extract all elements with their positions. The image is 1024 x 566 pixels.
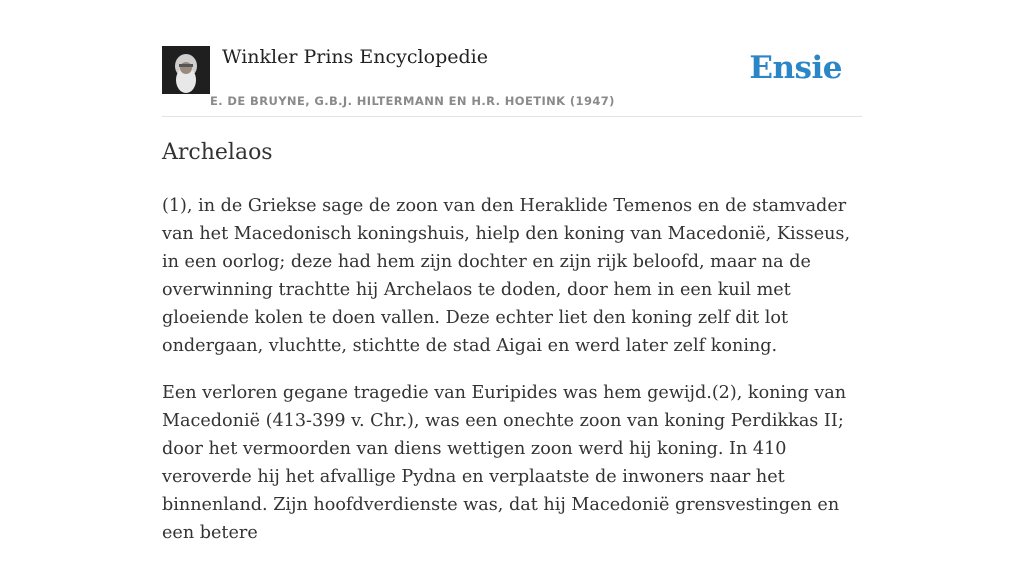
site-header bbox=[162, 44, 862, 117]
ensie-logo[interactable]: Ensie bbox=[749, 50, 842, 86]
article-paragraph: (1), in de Griekse sage de zoon van den Heraklide Temenos en de stamvader van het Macedonisch koningshuis, hielp den koning van Macedonië, Kisseus, in een oorlog; deze had hem zijn dochter en zijn rijk beloofd, maar na de overwinning trachtte hij Archelaos te doden, door hem in een kuil met gloeiende kolen te doen vallen. Deze echter liet den koning zelf dit lot ondergaan, vluchtte, stichtte de stad Aigai en werd later zelf koning. bbox=[162, 196, 851, 356]
publication-authors: E. DE BRUYNE, G.B.J. HILTERMANN EN H.R. HOETINK (1947) bbox=[210, 94, 615, 108]
article-paragraph: Een verloren gegane tragedie van Euripides was hem gewijd.(2), koning van Macedonië (413-399 v. Chr.), was een onechte zoon van koning Perdikkas II; door het vermoorden van diens wettigen zoon werd hij koning. In 410 veroverde hij het afvallige Pydna en verplaatste de inwoners naar het binnenland. Zijn hoofdverdienste was, dat hij Macedonië grensvestingen en een betere bbox=[162, 383, 847, 543]
article-title: Archelaos bbox=[162, 140, 273, 165]
publication-title[interactable]: Winkler Prins Encyclopedie bbox=[222, 46, 488, 68]
author-portrait-icon bbox=[162, 46, 210, 94]
article-body bbox=[162, 192, 872, 566]
